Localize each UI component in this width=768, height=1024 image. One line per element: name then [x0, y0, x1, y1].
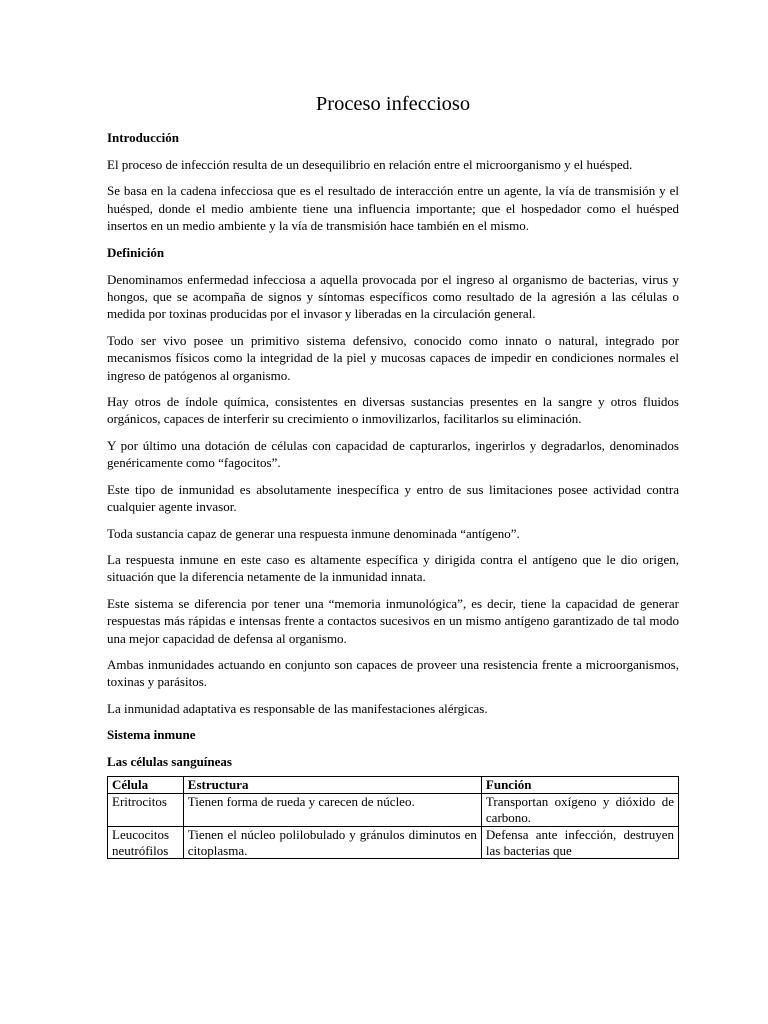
- intro-paragraph-2: Se basa en la cadena infecciosa que es el resultado de interacción entre un agente, la vía de transmisión y el huésped, donde el medio ambiente tiene una influencia importante; que el hospedador como el huésped insertos en un medio ambiente y la vía de transmisión hace también en el mismo.: [107, 183, 679, 234]
- table-cell: Defensa ante infección, destruyen las bacterias que: [481, 827, 678, 859]
- intro-heading: Introducción: [107, 130, 179, 145]
- table-cell: Leucocitos neutrófilos: [108, 827, 184, 859]
- definition-heading: Definición: [107, 244, 165, 260]
- definition-paragraph-3: Hay otros de índole química, consistentes en diversas sustancias presentes en la sangre y otros fluidos orgánicos, capaces de interferir su crecimiento o inmovilizarlos, facilitarlos su eliminación.: [107, 394, 679, 427]
- table-cell: Transportan oxígeno y dióxido de carbono.: [481, 794, 678, 827]
- definition-paragraph-7: La respuesta inmune en este caso es altamente específica y dirigida contra el antígeno que le dio origen, situación que la diferencia netamente de la inmunidad innata.: [107, 551, 679, 585]
- table-row: [108, 794, 679, 827]
- table-cell: Tienen el núcleo polilobulado y gránulos diminutos en citoplasma.: [183, 827, 481, 859]
- definition-paragraph-5: Este tipo de inmunidad es absolutamente inespecífica y entro de sus limitaciones posee actividad contra cualquier agente invasor.: [107, 481, 679, 515]
- definition-paragraph-10: La inmunidad adaptativa es responsable de las manifestaciones alérgicas.: [107, 700, 488, 716]
- table-cell: Tienen forma de rueda y carecen de núcleo.: [183, 794, 481, 827]
- definition-paragraph-6: Toda sustancia capaz de generar una respuesta inmune denominada “antígeno”.: [107, 525, 520, 541]
- intro-paragraph-1: El proceso de infección resulta de un desequilibrio en relación entre el microorganismo y el huésped.: [107, 157, 633, 172]
- definition-paragraph-4: Y por último una dotación de células con capacidad de capturarlos, ingerirlos y degradarlos, denominados genéricamente como “fagocitos”.: [107, 437, 679, 471]
- table-header-row: [108, 777, 679, 794]
- document-title: Proceso infeccioso: [315, 93, 471, 115]
- definition-paragraph-2: Todo ser vivo posee un primitivo sistema defensivo, conocido como innato o natural, integrado por mecanismos físicos como la integridad de la piel y mucosas capaces de impedir en condiciones normales el ingreso de patógenos al organismo.: [107, 332, 679, 383]
- table-header-function: Función: [481, 777, 678, 794]
- blood-cells-table: [107, 776, 679, 859]
- table-cell: Eritrocitos: [108, 794, 184, 827]
- definition-paragraph-9: Ambas inmunidades actuando en conjunto son capaces de proveer una resistencia frente a microorganismos, toxinas y parásitos.: [107, 656, 679, 690]
- definition-paragraph-1: Denominamos enfermedad infecciosa a aquella provocada por el ingreso al organismo de bacterias, virus y hongos, que se acompaña de signos y síntomas específicos como resultado de la agresión a las células o medida por toxinas producidas por el invasor y liberadas en la circulación general.: [107, 271, 679, 322]
- blood-cells-heading: Las células sanguíneas: [107, 754, 232, 770]
- definition-paragraph-8: Este sistema se diferencia por tener una “memoria inmunológica”, es decir, tiene la capacidad de generar respuestas más rápidas e intensas frente a contactos sucesivos en un mismo antígeno garantizado de tal modo una mejor capacidad de defensa al organismo.: [107, 595, 679, 646]
- immune-system-heading: Sistema inmune: [107, 727, 196, 743]
- table-header-structure: Estructura: [183, 777, 481, 794]
- table-header-cell: Célula: [108, 777, 184, 794]
- table-row: [108, 827, 679, 859]
